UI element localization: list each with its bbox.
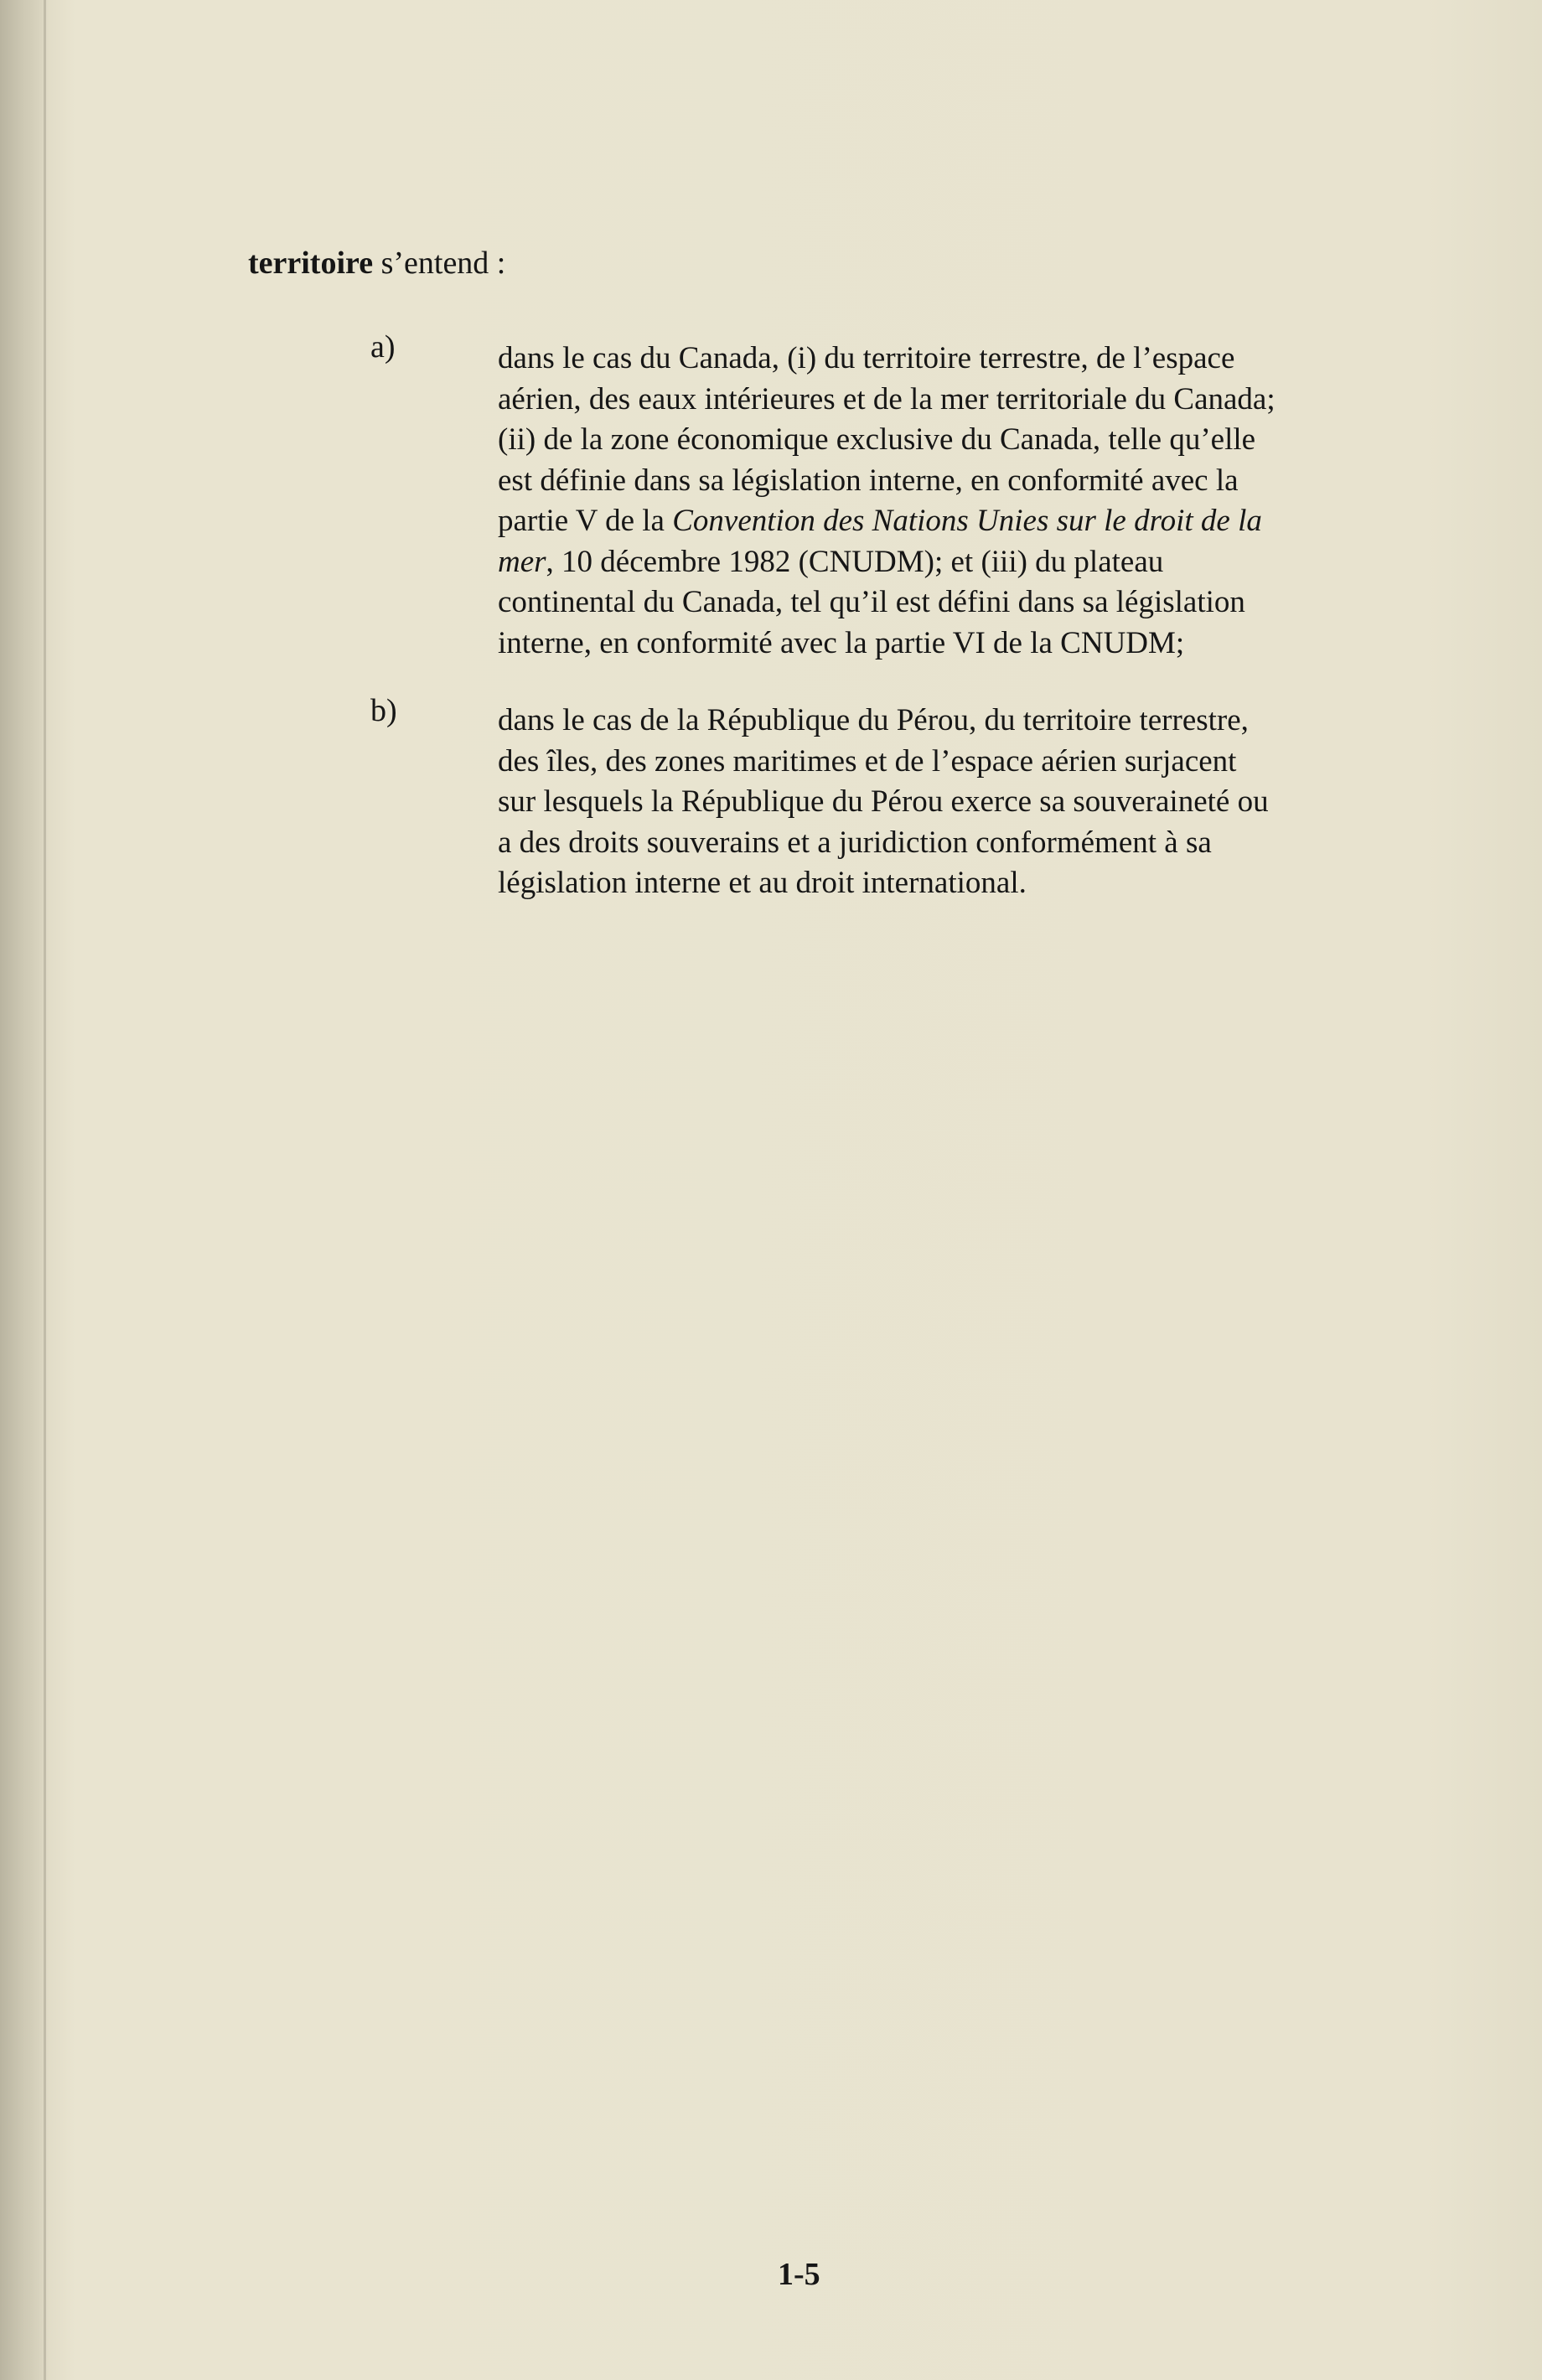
text-line: dans le cas de la République du Pérou, du territoire terrestre, [498, 703, 1249, 737]
text-line: est définie dans sa législation interne, en conformité avec la [498, 463, 1239, 498]
convention-title-end: mer [498, 544, 546, 579]
item-b-label: b) [370, 693, 397, 728]
text-line: des îles, des zones maritimes et de l’espace aérien surjacent [498, 743, 1237, 779]
item-b-text [498, 701, 1386, 904]
text-line-with-title [498, 501, 1386, 542]
convention-title: Convention des Nations Unies sur le droit de la [672, 504, 1262, 538]
text-fragment: , 10 décembre 1982 (CNUDM); et (iii) du plateau [546, 544, 1164, 579]
text-line: aérien, des eaux intérieures et de la mer territoriale du Canada; [498, 381, 1276, 416]
text-line: a des droits souverains et a juridiction conformément à sa [498, 825, 1212, 860]
binding-shadow [0, 0, 49, 2380]
text-line: (ii) de la zone économique exclusive du Canada, telle qu’elle [498, 422, 1256, 457]
page-number: 1-5 [778, 2257, 820, 2292]
definition-intro: s’entend : [373, 246, 506, 281]
item-a-text [498, 339, 1386, 664]
item-a-label: a) [370, 329, 396, 365]
defined-term: territoire [248, 246, 374, 281]
text-line: sur lesquels la République du Pérou exerce sa souveraineté ou [498, 784, 1269, 819]
text-line: législation interne et au droit international. [498, 866, 1027, 900]
text-fragment: partie V de la [498, 504, 673, 538]
text-line: continental du Canada, tel qu’il est défini dans sa législation [498, 585, 1245, 619]
text-line-with-title [498, 542, 1386, 583]
text-line: dans le cas du Canada, (i) du territoire terrestre, de l’espace [498, 341, 1235, 375]
binding-edge [44, 0, 46, 2380]
text-line: interne, en conformité avec la partie VI de la CNUDM; [498, 625, 1185, 660]
definition-heading [248, 243, 505, 283]
